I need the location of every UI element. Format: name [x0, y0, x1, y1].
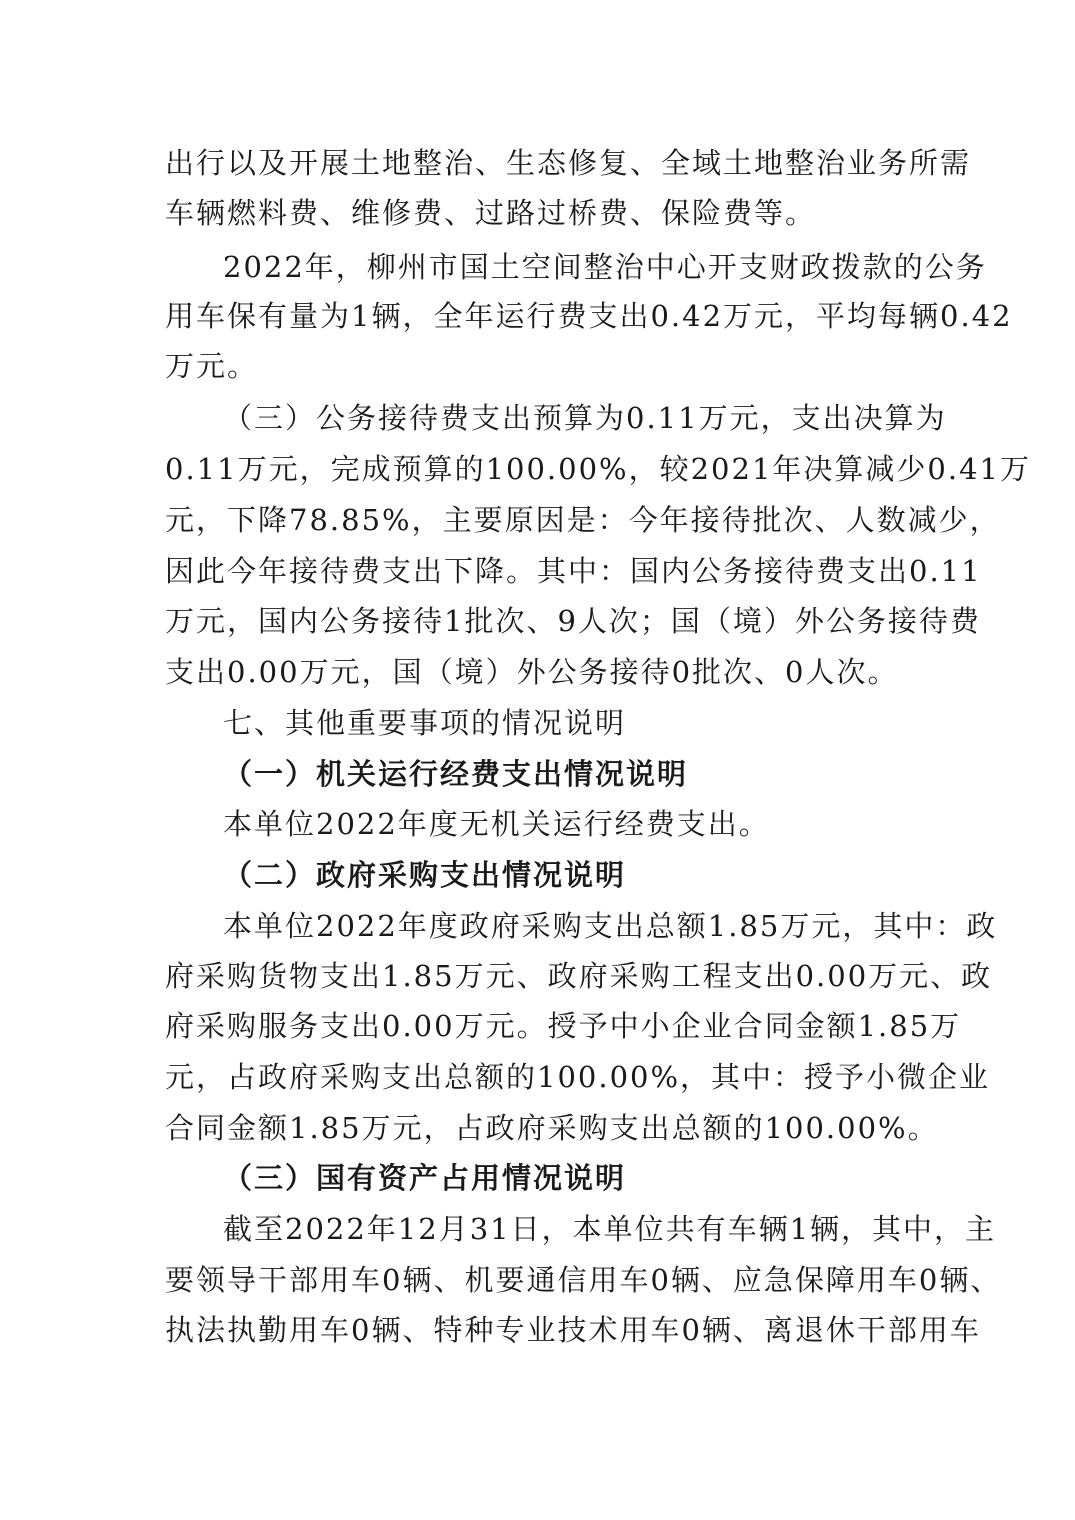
paragraph-line: 出行以及开展土地整治、生态修复、全域土地整治业务所需 [165, 146, 972, 180]
paragraph-line: 本单位2022年度无机关运行经费支出。 [223, 807, 770, 841]
subsection-heading: （一）机关运行经费支出情况说明 [223, 757, 689, 791]
paragraph-line: 2022年，柳州市国土空间整治中心开支财政拨款的公务 [223, 250, 987, 284]
paragraph-line: 用车保有量为1辆，全年运行费支出0.42万元，平均每辆0.42 [165, 299, 1013, 333]
paragraph-line: 车辆燃料费、维修费、过路过桥费、保险费等。 [165, 196, 817, 230]
section-heading: 七、其他重要事项的情况说明 [223, 706, 627, 740]
paragraph-line: （三）公务接待费支出预算为0.11万元，支出决算为 [223, 401, 947, 435]
paragraph-line: 因此今年接待费支出下降。其中：国内公务接待费支出0.11 [165, 554, 982, 588]
paragraph-line: 0.11万元，完成预算的100.00%，较2021年决算减少0.41万 [165, 452, 1031, 486]
paragraph-line: 本单位2022年度政府采购支出总额1.85万元，其中：政 [223, 909, 998, 943]
paragraph-line: 合同金额1.85万元，占政府采购支出总额的100.00%。 [165, 1111, 939, 1145]
paragraph-line: 万元。 [165, 349, 259, 383]
subsection-heading: （二）政府采购支出情况说明 [223, 858, 627, 892]
paragraph-line: 截至2022年12月31日，本单位共有车辆1辆，其中，主 [223, 1212, 997, 1246]
paragraph-line: 支出0.00万元，国（境）外公务接待0批次、0人次。 [165, 655, 899, 689]
paragraph-line: 执法执勤用车0辆、特种专业技术用车0辆、离退休干部用车 [165, 1313, 981, 1347]
paragraph-line: 万元，国内公务接待1批次、9人次；国（境）外公务接待费 [165, 604, 981, 638]
paragraph-line: 元，占政府采购支出总额的100.00%，其中：授予小微企业 [165, 1060, 991, 1094]
paragraph-line: 要领导干部用车0辆、机要通信用车0辆、应急保障用车0辆、 [165, 1263, 1002, 1297]
paragraph-line: 府采购服务支出0.00万元。授予中小企业合同金额1.85万 [165, 1009, 962, 1043]
paragraph-line: 元，下降78.85%，主要原因是：今年接待批次、人数减少， [165, 503, 1001, 537]
subsection-heading: （三）国有资产占用情况说明 [223, 1161, 627, 1195]
paragraph-line: 府采购货物支出1.85万元、政府采购工程支出0.00万元、政 [165, 959, 993, 993]
